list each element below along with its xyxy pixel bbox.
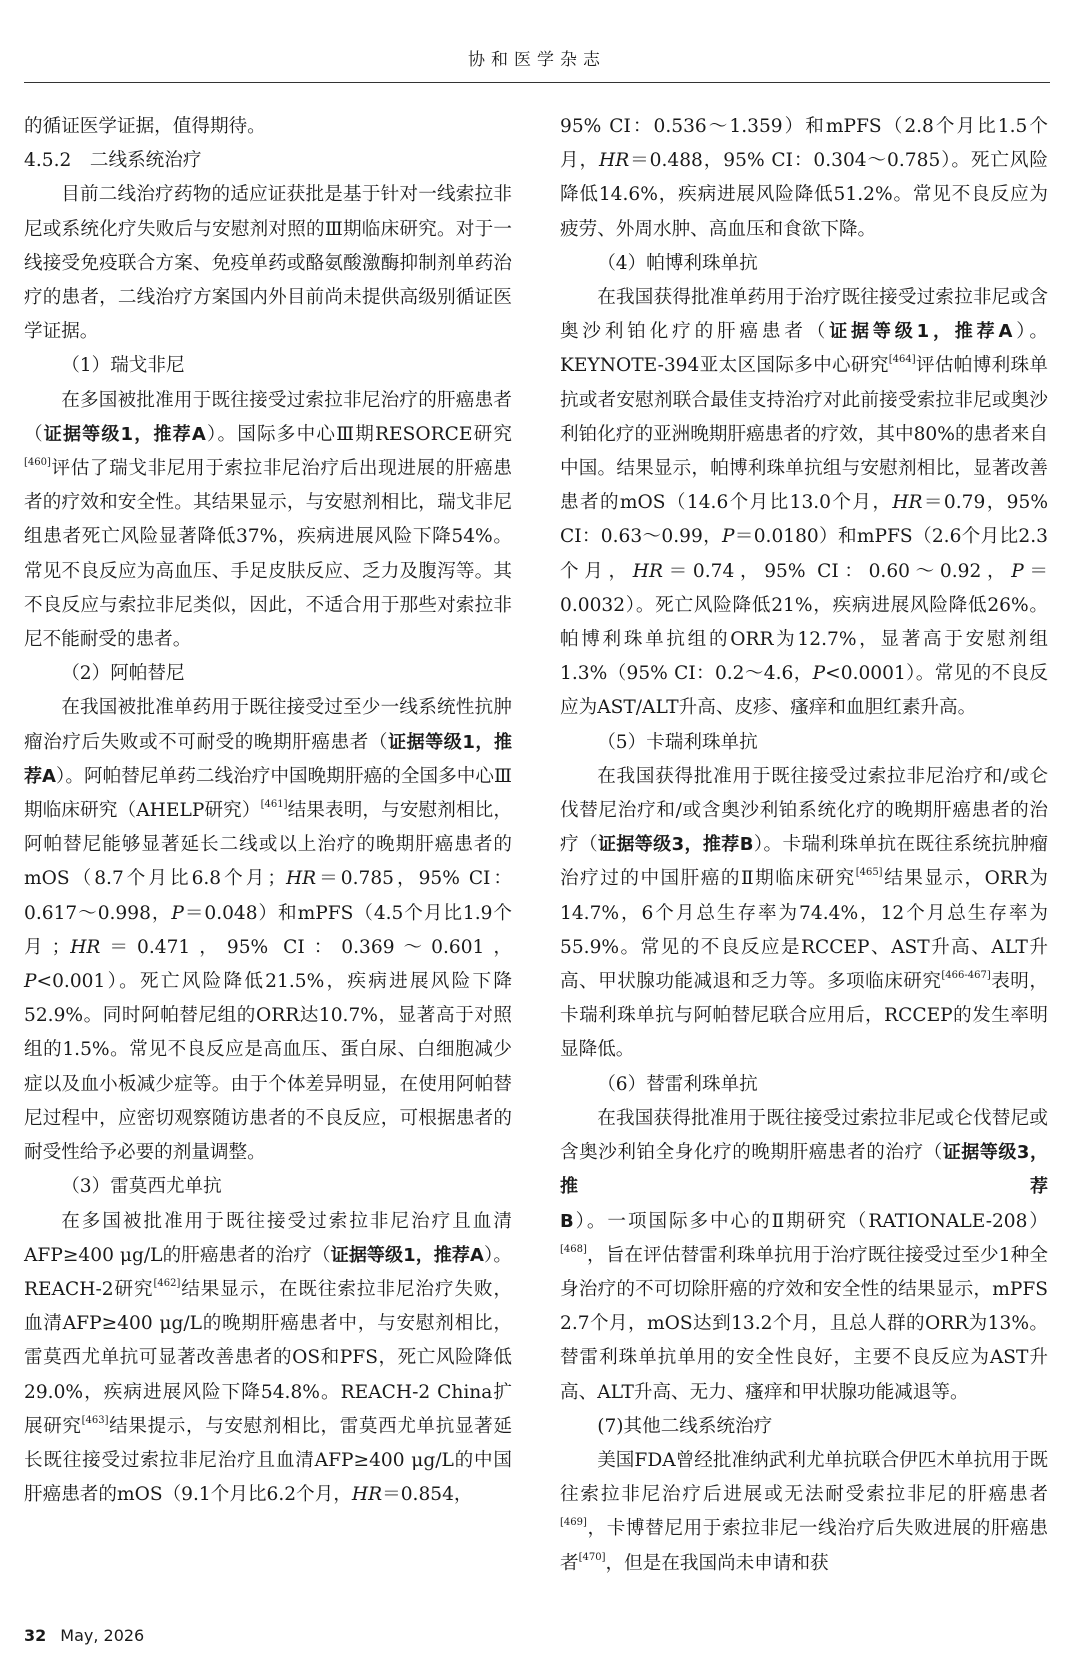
subsection-heading: （1）瑞戈非尼: [61, 355, 185, 377]
citation: [468]: [560, 1243, 587, 1255]
journal-header: [24, 38, 1050, 83]
paragraph: 在我国被批准单药用于既往接受过至少一线系统性抗肿瘤治疗后失败或不可耐受的晚期肝癌患者（证据等级1，推荐A）。阿帕替尼单药二线治疗中国晚期肝癌的全国多中心Ⅲ期临床研究（AHELP研究）[461]结果表明，与安慰剂相比，阿帕替尼能够显著延长二线或以上治疗的晚期肝癌患者的mOS（8.7个月比6.8个月；HR＝0.785，95% CI：0.617～0.998，P＝0.048）和mPFS（4.5个月比1.9个月；HR＝0.471，95% CI：0.369～0.601，P<0.001）。死亡风险降低21.5%，疾病进展风险下降52.9%。同时阿帕替尼组的ORR达10.7%，显著高于对照组的1.5%。常见不良反应是高血压、蛋白尿、白细胞减少症以及血小板减少症等。由于个体差异明显，在使用阿帕替尼过程中，应密切观察随访患者的不良反应，可根据患者的耐受性给予必要的剂量调整。: [24, 697, 512, 1164]
citation: [462]: [153, 1277, 181, 1289]
citation: [465]: [855, 867, 883, 879]
paragraph: 在多国被批准用于既往接受过索拉非尼治疗的肝癌患者（证据等级1，推荐A）。国际多中心Ⅲ期RESORCE研究[460]评估了瑞戈非尼用于索拉非尼治疗后出现进展的肝癌患者的疗效和安全性。其结果显示，与安慰剂相比，瑞戈非尼组患者死亡风险显著降低37%，疾病进展风险下降54%。常见不良反应为高血压、手足皮肤反应、乏力及腹泻等。其不良反应与索拉非尼类似，因此，不适合用于那些对索拉非尼不能耐受的患者。: [24, 389, 512, 651]
journal-title: 协和医学杂志: [468, 50, 606, 70]
evidence-level: 证据等级3，推荐B: [597, 834, 754, 856]
paragraph: 的循证医学证据，值得期待。: [24, 116, 266, 137]
evidence-level: 证据等级1，推荐A: [330, 1244, 484, 1266]
paragraph: 95% CI：0.536～1.359）和mPFS（2.8个月比1.5个月，HR＝0.488，95% CI：0.304～0.785）。死亡风险降低14.6%，疾病进展风险降低51.2%。常见不良反应为疲劳、外周水肿、高血压和食欲下降。: [560, 116, 1048, 240]
subsection-heading: （5）卡瑞利珠单抗: [597, 731, 758, 753]
paragraph: 在我国获得批准单药用于治疗既往接受过索拉非尼或含奥沙利铂化疗的肝癌患者（证据等级1，推荐A）。KEYNOTE-394亚太区国际多中心研究[464]评估帕博利珠单抗或者安慰剂联合最佳支持治疗对此前接受索拉非尼或奥沙利铂化疗的亚洲晚期肝癌患者的疗效，其中80%的患者来自中国。结果显示，帕博利珠单抗组与安慰剂相比，显著改善患者的mOS（14.6个月比13.0个月，HR＝0.79，95% CI：0.63～0.99，P＝0.0180）和mPFS（2.6个月比2.3个月，HR＝0.74，95% CI：0.60～0.92，P＝0.0032）。死亡风险降低21%，疾病进展风险降低26%。帕博利珠单抗组的ORR为12.7%，显著高于安慰剂组1.3%（95% CI：0.2～4.6，P<0.0001）。常见的不良反应为AST/ALT升高、皮疹、瘙痒和血胆红素升高。: [560, 287, 1048, 719]
citation: [463]: [81, 1414, 109, 1426]
subsection-heading: （2）阿帕替尼: [61, 663, 185, 685]
citation: [461]: [260, 799, 288, 811]
citation: [469]: [560, 1517, 587, 1529]
page-footer: [24, 1626, 144, 1645]
citation: [470]: [578, 1551, 606, 1563]
paragraph: 在我国获得批准用于既往接受过索拉非尼或仑伐替尼或含奥沙利铂全身化疗的晚期肝癌患者的治疗（证据等级3，推荐B）。一项国际多中心的Ⅱ期研究（RATIONALE-208）[468]，旨在评估替雷利珠单抗用于治疗既往接受过至少1种全身治疗的不可切除肝癌的疗效和安全性的结果显示，mPFS 2.7个月，mOS达到13.2个月，且总人群的ORR为13%。替雷利珠单抗单用的安全性良好，主要不良反应为AST升高、ALT升高、无力、瘙痒和甲状腺功能减退等。: [560, 1107, 1048, 1403]
subsection-heading: （3）雷莫西尤单抗: [61, 1176, 222, 1198]
evidence-level: 证据等级1，推荐A: [829, 321, 1013, 343]
paragraph: 目前二线治疗药物的适应证获批是基于针对一线索拉非尼或系统化疗失败后与安慰剂对照的Ⅲ期临床研究。对于一线接受免疫联合方案、免疫单药或酪氨酸激酶抑制剂单药治疗的患者，二线治疗方案国内外目前尚未提供高级别循证医学证据。: [24, 184, 512, 343]
paragraph: 美国FDA曾经批准纳武利尤单抗联合伊匹木单抗用于既往索拉非尼治疗后进展或无法耐受索拉非尼的肝癌患者[469]，卡博替尼用于索拉非尼一线治疗后失败进展的肝癌患者[470]，但是在我国尚未申请和获: [560, 1449, 1048, 1574]
left-column: [24, 110, 512, 1512]
citation: [466-467]: [941, 970, 991, 982]
page-number: 32: [24, 1626, 47, 1645]
evidence-level: 证据等级1，推荐A: [24, 731, 512, 787]
citation: [460]: [24, 457, 51, 469]
paragraph: 在多国被批准用于既往接受过索拉非尼治疗且血清AFP≥400 μg/L的肝癌患者的治疗（证据等级1，推荐A）。REACH-2研究[462]结果显示，在既往索拉非尼治疗失败，血清AFP≥400 μg/L的晚期肝癌患者中，与安慰剂相比，雷莫西尤单抗可显著改善患者的OS和PFS，死亡风险降低29.0%，疾病进展风险下降54.8%。REACH-2 China扩展研究[463]结果提示，与安慰剂相比，雷莫西尤单抗显著延长既往接受过索拉非尼治疗且血清AFP≥400 μg/L的中国肝癌患者的mOS（9.1个月比6.2个月，HR＝0.854，: [24, 1210, 512, 1506]
subsection-heading: (7)其他二线系统治疗: [597, 1415, 773, 1437]
right-column: [560, 110, 1048, 1581]
subsection-heading: （4）帕博利珠单抗: [597, 252, 758, 274]
citation: [464]: [888, 354, 916, 366]
issue-date: May, 2026: [60, 1626, 145, 1645]
evidence-level: 证据等级3，推荐B: [560, 1142, 1048, 1232]
section-heading: 4.5.2 二线系统治疗: [24, 150, 202, 172]
evidence-level: 证据等级1，推荐A: [43, 423, 206, 445]
paragraph: 在我国获得批准用于既往接受过索拉非尼治疗和/或仑伐替尼治疗和/或含奥沙利铂系统化疗的晚期肝癌患者的治疗（证据等级3，推荐B）。卡瑞利珠单抗在既往系统抗肿瘤治疗过的中国肝癌的Ⅱ期临床研究[465]结果显示，ORR为14.7%，6个月总生存率为74.4%，12个月总生存率为55.9%。常见的不良反应是RCCEP、AST升高、ALT升高、甲状腺功能减退和乏力等。多项临床研究[466-467]表明，卡瑞利珠单抗与阿帕替尼联合应用后，RCCEP的发生率明显降低。: [560, 765, 1049, 1061]
subsection-heading: （6）替雷利珠单抗: [597, 1073, 758, 1095]
